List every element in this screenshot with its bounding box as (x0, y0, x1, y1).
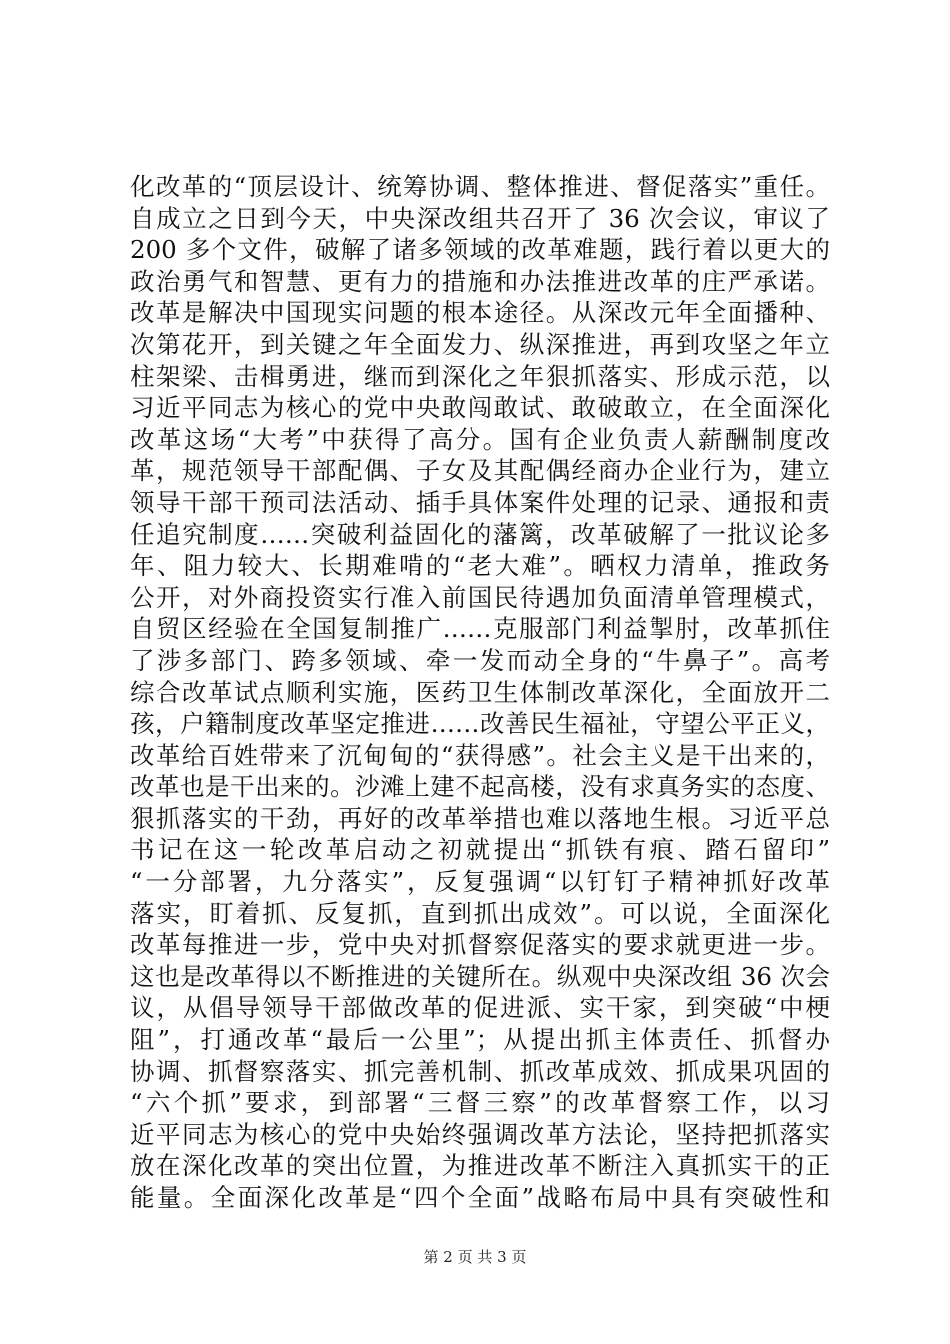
text-line: 年、阻力较大、长期难啃的“老大难”。晒权力清单，推政务 (130, 551, 830, 581)
text-line: “一分部署，九分落实”，反复强调“以钉钉子精神抓好改革 (130, 867, 830, 897)
text-line: 自成立之日到今天，中央深改组共召开了 36 次会议，审议了 (130, 203, 830, 233)
text-line: 近平同志为核心的党中央始终强调改革方法论，坚持把抓落实 (130, 1119, 830, 1149)
text-line: 政治勇气和智慧、更有力的措施和办法推进改革的庄严承诺。 (130, 266, 830, 296)
text-line: 任追究制度……突破利益固化的藩篱，改革破解了一批议论多 (130, 519, 830, 549)
text-line: 书记在这一轮改革启动之初就提出“抓铁有痕、踏石留印” (130, 835, 830, 865)
text-line: 习近平同志为核心的党中央敢闯敢试、敢破敢立，在全面深化 (130, 393, 830, 423)
text-line: 综合改革试点顺利实施，医药卫生体制改革深化，全面放开二 (130, 677, 830, 707)
page-number: 第 2 页 共 3 页 (423, 1248, 527, 1266)
text-line: 改革是解决中国现实问题的根本途径。从深改元年全面播种、 (130, 298, 830, 328)
text-line: 领导干部干预司法活动、插手具体案件处理的记录、通报和责 (130, 487, 830, 517)
text-line: “六个抓”要求，到部署“三督三察”的改革督察工作，以习 (130, 1088, 830, 1118)
text-line: 阻”，打通改革“最后一公里”；从提出抓主体责任、抓督办 (130, 1025, 830, 1055)
text-line: 狠抓落实的干劲，再好的改革举措也难以落地生根。习近平总 (130, 803, 830, 833)
text-line: 了涉多部门、跨多领域、牵一发而动全身的“牛鼻子”。高考 (130, 645, 830, 675)
text-line: 孩，户籍制度改革坚定推进……改善民生福祉，守望公平正义， (130, 709, 830, 739)
text-line: 改革每推进一步，党中央对抓督察促落实的要求就更进一步。 (130, 930, 830, 960)
text-line: 这也是改革得以不断推进的关键所在。纵观中央深改组 36 次会 (130, 961, 830, 991)
text-line: 改革也是干出来的。沙滩上建不起高楼，没有求真务实的态度、 (130, 772, 830, 802)
text-line: 柱架梁、击楫勇进，继而到深化之年狠抓落实、形成示范，以 (130, 361, 830, 391)
text-line: 革，规范领导干部配偶、子女及其配偶经商办企业行为，建立 (130, 456, 830, 486)
text-line: 化改革的“顶层设计、统筹协调、整体推进、督促落实”重任。 (130, 172, 830, 201)
body-text (130, 171, 830, 1214)
text-line: 200 多个文件，破解了诸多领域的改革难题，践行着以更大的 (130, 235, 830, 265)
text-line: 公开，对外商投资实行准入前国民待遇加负面清单管理模式， (130, 582, 830, 612)
text-line: 次第花开，到关键之年全面发力、纵深推进，再到攻坚之年立 (130, 329, 830, 359)
text-line: 落实，盯着抓、反复抓，直到抓出成效”。可以说，全面深化 (130, 898, 830, 928)
text-line: 改革这场“大考”中获得了高分。国有企业负责人薪酬制度改 (130, 424, 830, 454)
text-line: 改革给百姓带来了沉甸甸的“获得感”。社会主义是干出来的， (130, 740, 830, 770)
text-line: 自贸区经验在全国复制推广……克服部门利益掣肘，改革抓住 (130, 614, 830, 644)
text-line: 协调、抓督察落实、抓完善机制、抓改革成效、抓成果巩固的 (130, 1056, 830, 1086)
text-line: 放在深化改革的突出位置，为推进改革不断注入真抓实干的正 (130, 1151, 830, 1181)
text-line: 能量。全面深化改革是“四个全面”战略布局中具有突破性和 (130, 1183, 830, 1212)
text-line: 议，从倡导领导干部做改革的促进派、实干家，到突破“中梗 (130, 993, 830, 1023)
page-footer (0, 1246, 950, 1267)
